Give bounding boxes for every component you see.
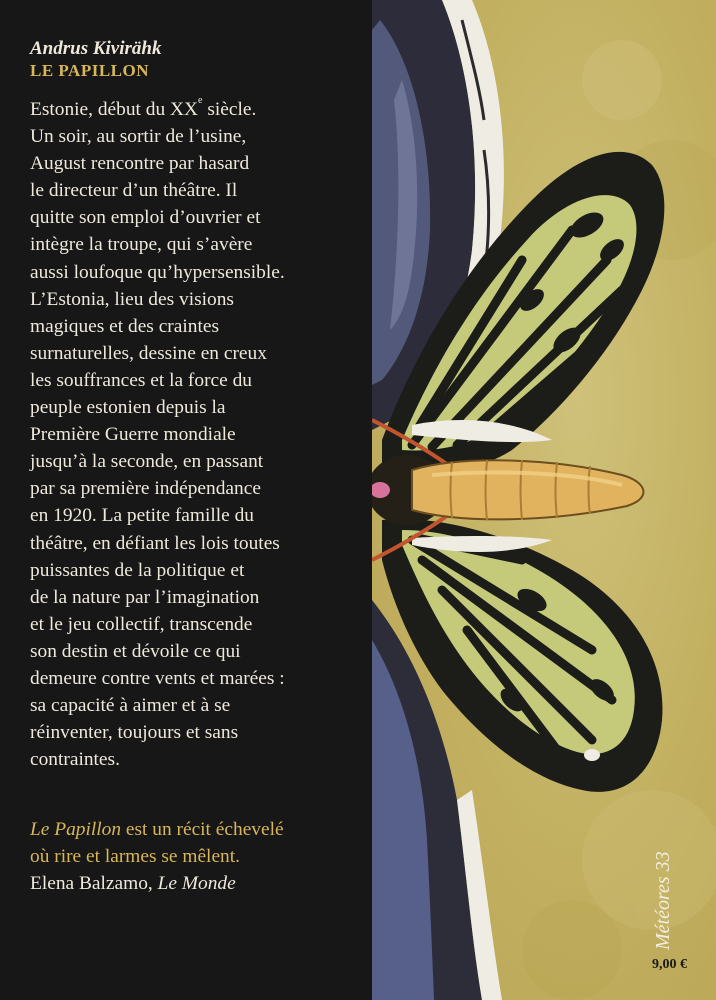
synopsis-line: et le jeu collectif, transcende xyxy=(30,613,253,635)
synopsis-line: le directeur d’un théâtre. Il xyxy=(30,180,238,202)
synopsis-line: intègre la troupe, qui s’avère xyxy=(30,234,253,256)
book-title: LE PAPILLON xyxy=(30,61,150,80)
synopsis-line: Un soir, au sortir de l’usine, xyxy=(30,126,247,148)
synopsis-line: jusqu’à la seconde, en passant xyxy=(30,451,264,473)
synopsis-line xyxy=(30,96,372,123)
quote-author: Elena Balzamo, xyxy=(30,873,158,894)
quote-book-title: Le Papillon xyxy=(30,819,122,840)
synopsis-line: en 1920. La petite famille du xyxy=(30,505,254,527)
synopsis-line: de la nature par l’imagination xyxy=(30,586,260,608)
synopsis-line: théâtre, en défiant les lois toutes xyxy=(30,532,280,554)
synopsis-line: son destin et dévoile ce qui xyxy=(30,640,241,662)
synopsis-line: August rencontre par hasard xyxy=(30,153,250,175)
author-name: Andrus Kivirähk xyxy=(30,38,162,59)
synopsis-line: magiques et des craintes xyxy=(30,315,219,337)
synopsis-text: siècle. xyxy=(202,99,257,120)
quote-publication: Le Monde xyxy=(157,873,236,894)
superscript: e xyxy=(198,95,203,106)
synopsis-line: peuple estonien depuis la xyxy=(30,397,226,419)
synopsis-text: Estonie, début du XX xyxy=(30,99,199,120)
quote-line: où rire et larmes se mêlent. xyxy=(30,846,240,867)
synopsis-line: surnaturelles, dessine en creux xyxy=(30,342,267,364)
synopsis-line: réinventer, toujours et sans xyxy=(30,722,239,744)
synopsis-line: L’Estonia, lieu des visions xyxy=(30,288,234,310)
synopsis-line: contraintes. xyxy=(30,749,120,771)
synopsis-line: demeure contre vents et marées : xyxy=(30,667,285,689)
synopsis-line: par sa première indépendance xyxy=(30,478,261,500)
synopsis-line: sa capacité à aimer et à se xyxy=(30,695,231,717)
synopsis-line: quitte son emploi d’ouvrier et xyxy=(30,207,261,229)
synopsis xyxy=(30,96,372,773)
synopsis-line: Première Guerre mondiale xyxy=(30,424,236,446)
synopsis-line: les souffrances et la force du xyxy=(30,369,252,391)
collection-label: Météores 33 xyxy=(652,851,674,950)
quote-line xyxy=(30,816,284,843)
press-quote xyxy=(30,816,284,897)
quote-text: est un récit échevelé xyxy=(121,819,284,840)
synopsis-line: aussi loufoque qu’hypersensible. xyxy=(30,261,285,283)
synopsis-line: puissantes de la politique et xyxy=(30,559,245,581)
quote-attribution xyxy=(30,870,284,897)
price-label: 9,00 € xyxy=(652,957,687,972)
